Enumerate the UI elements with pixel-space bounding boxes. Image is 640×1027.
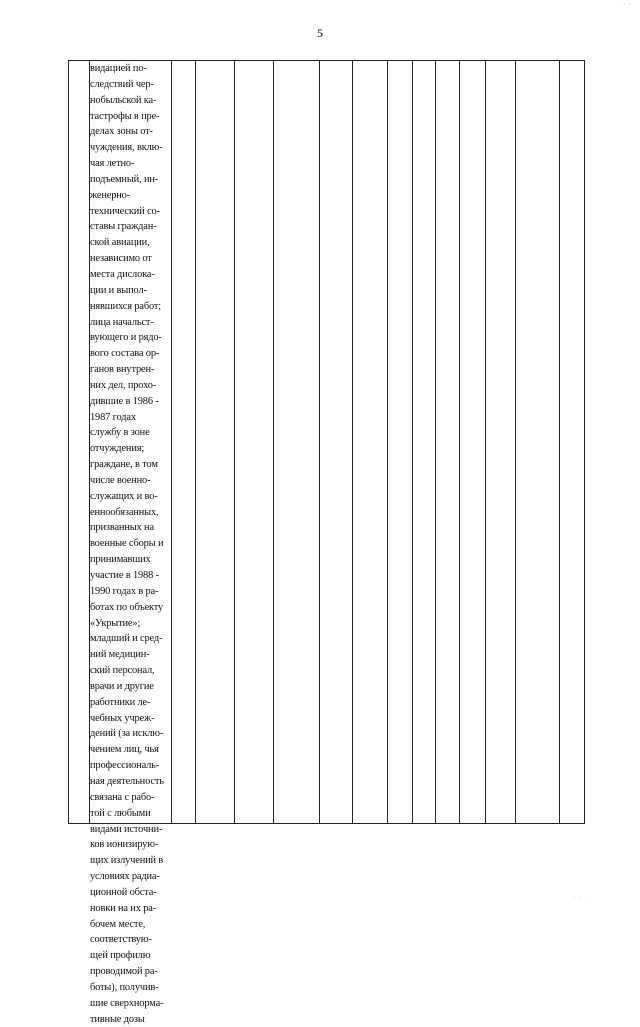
text-line: чая летно- bbox=[90, 158, 135, 170]
column-divider bbox=[459, 61, 460, 823]
text-line: технический со- bbox=[90, 205, 160, 217]
text-line: профессиональ- bbox=[90, 760, 160, 772]
text-line: новки на их ра- bbox=[90, 902, 157, 914]
text-line: «Укрытие»; bbox=[90, 617, 141, 629]
text-line: службу в зоне bbox=[90, 427, 150, 439]
text-line: граждане, в том bbox=[90, 459, 158, 471]
text-line: чением лиц, чья bbox=[90, 744, 159, 756]
text-line: нобыльской ка- bbox=[90, 94, 157, 106]
text-line: вующего и рядо- bbox=[90, 332, 162, 344]
text-line: видами источни- bbox=[90, 823, 163, 835]
text-line: связана с рабо- bbox=[90, 791, 155, 803]
column-divider bbox=[485, 61, 486, 823]
text-line: ний медицин- bbox=[90, 649, 150, 661]
text-line: чуждения, вклю- bbox=[90, 142, 163, 154]
text-line: призванных на bbox=[90, 522, 154, 534]
text-line: дений (за исклю- bbox=[90, 728, 164, 740]
text-line: соответствую- bbox=[90, 934, 152, 946]
text-line: места дислока- bbox=[90, 268, 155, 280]
text-line: 1987 годах bbox=[90, 411, 136, 423]
document-table bbox=[68, 60, 585, 1025]
column-divider bbox=[435, 61, 436, 823]
column-divider bbox=[319, 61, 320, 823]
text-line: ганов внутрен- bbox=[90, 364, 155, 376]
text-line: лица начальст- bbox=[90, 316, 154, 328]
column-divider bbox=[273, 61, 274, 823]
text-line: независимо от bbox=[90, 253, 152, 265]
text-line: 1990 годах в ра- bbox=[90, 585, 159, 597]
text-line: ставы граждан- bbox=[90, 221, 157, 233]
text-line: нявшихся работ; bbox=[90, 300, 162, 312]
text-line: работники ле- bbox=[90, 696, 151, 708]
column-divider bbox=[387, 61, 388, 823]
text-line: щей профилю bbox=[90, 950, 151, 962]
first-column-text bbox=[90, 61, 240, 1027]
text-line: принимавших bbox=[90, 554, 151, 566]
page-number: 5 bbox=[317, 26, 323, 40]
text-line: отчуждения; bbox=[90, 443, 145, 455]
text-line: делах зоны от- bbox=[90, 126, 153, 138]
text-line: числе военно- bbox=[90, 474, 151, 486]
text-line: чебных учреж- bbox=[90, 712, 155, 724]
text-line: военные сборы и bbox=[90, 538, 164, 550]
text-line: еннообязанных, bbox=[90, 506, 159, 518]
text-line: щих излучений в bbox=[90, 855, 164, 867]
text-line: ков ионизирую- bbox=[90, 839, 159, 851]
text-line: шие сверхнорма- bbox=[90, 997, 164, 1009]
text-line: бочем месте, bbox=[90, 918, 146, 930]
text-line: условиях радиа- bbox=[90, 871, 160, 883]
text-line: следствий чер- bbox=[90, 78, 154, 90]
text-line: подъемный, ин- bbox=[90, 173, 159, 185]
text-line: тастрофы в пре- bbox=[90, 110, 160, 122]
text-line: проводимой ра- bbox=[90, 966, 158, 978]
text-line: вого состава ор- bbox=[90, 348, 160, 360]
text-line: ской авиации, bbox=[90, 237, 150, 249]
text-line: дившие в 1986 - bbox=[90, 395, 159, 407]
text-line: женерно- bbox=[90, 189, 131, 201]
column-divider bbox=[559, 61, 560, 823]
text-line: ционной обста- bbox=[90, 886, 157, 898]
column-divider bbox=[515, 61, 516, 823]
text-line: ная деятельность bbox=[90, 775, 164, 787]
text-line: ции и выпол- bbox=[90, 284, 147, 296]
text-line: врачи и другие bbox=[90, 680, 154, 692]
text-line: ский персонал, bbox=[90, 665, 155, 677]
text-line: служащих и во- bbox=[90, 490, 158, 502]
corner-mark-top: · · · bbox=[618, 2, 632, 8]
corner-mark-bottom: · · · bbox=[574, 895, 588, 901]
text-line: участие в 1988 - bbox=[90, 570, 159, 581]
text-line: ботах по объекту bbox=[90, 601, 164, 613]
text-line: видацией по- bbox=[90, 63, 147, 74]
text-line: той с любыми bbox=[90, 807, 151, 819]
column-divider bbox=[352, 61, 353, 823]
text-line: боты), получив- bbox=[90, 981, 159, 993]
text-line: младший и сред- bbox=[90, 633, 163, 645]
text-line: них дел, прохо- bbox=[90, 379, 157, 391]
column-divider bbox=[412, 61, 413, 823]
text-line: тивные дозы bbox=[90, 1013, 145, 1025]
